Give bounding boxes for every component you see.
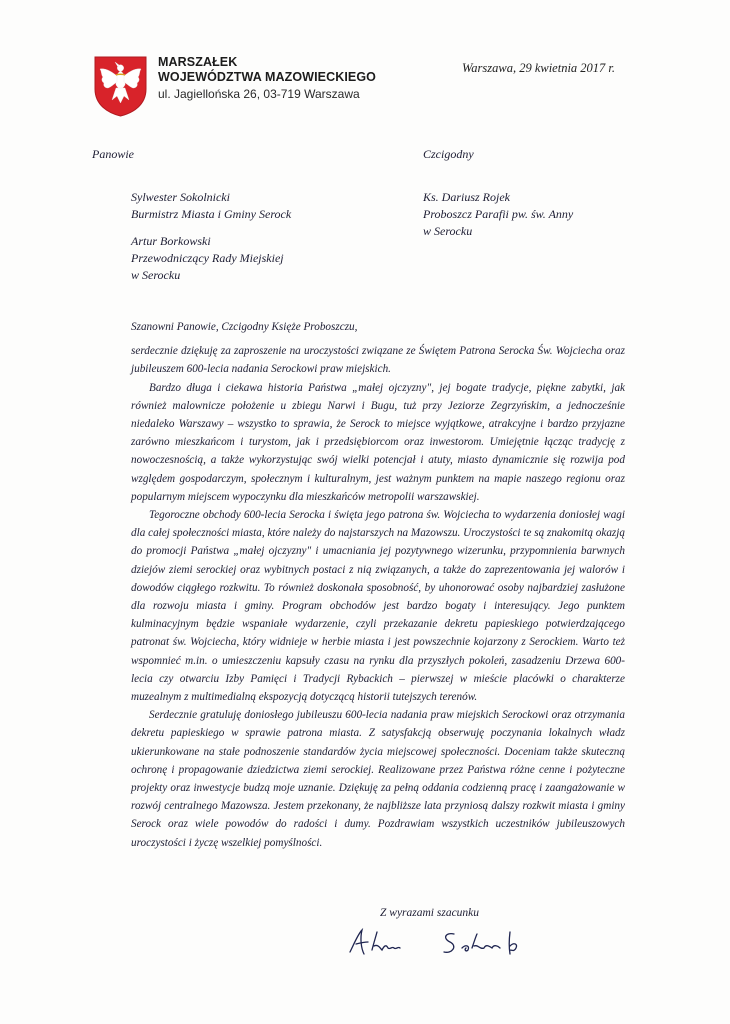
mazovia-coat-of-arms-icon (93, 55, 148, 117)
letterhead-address: ul. Jagiellońska 26, 03-719 Warszawa (158, 87, 360, 101)
recipient1-title: Burmistrz Miasta i Gminy Serock (131, 207, 292, 221)
body-paragraph-3: Tegoroczne obchody 600-lecia Serocka i święta jego patrona św. Wojciecha to wydarzenia doniosłej wagi dla całej społeczności miasta, które należy do najstarszych na Mazowszu. Uroczystości te są znakomitą okazją do promocji Państwa „małej ojczyzny" i umacniania jej pozytywnego wizerunku, przypomnienia barwnych dziejów ziemi serockiej oraz wybitnych postaci z nią związanych, a także do zaprezentowania jej walorów i dowodów ciągłego rozkwitu. To również doskonała sposobność, by uhonorować osoby najbardziej zasłużone dla rozwoju miasta i gminy. Program obchodów jest bardzo bogaty i interesujący. Jego punktem kulminacyjnym będzie wspaniałe wydarzenie, czyli przekazanie dekretu papieskiego potwierdzającego patronat św. Wojciecha, który widnieje w herbie miasta i jest powszechnie kojarzony z Serockiem. Warto też wspomnieć m.in. o umieszczeniu kapsuły czasu na rynku dla przyszłych pokoleń, zasadzeniu Drzewa 600-lecia czy otwarciu Izby Pamięci i Tradycji Rybackich – pierwszej w mieście placówki o charakterze muzealnym z multimedialną ekspozycją dotyczącą historii tutejszych terenów. (131, 509, 625, 704)
left-recipients (131, 189, 291, 284)
letterhead-title-line2: WOJEWÓDZTWA MAZOWIECKIEGO (158, 70, 376, 84)
letter-date: Warszawa, 29 kwietnia 2017 r. (462, 61, 616, 75)
recipient2-name: Artur Borkowski (131, 234, 211, 248)
recipient2-place: w Serocku (131, 268, 181, 282)
letterhead (158, 55, 376, 102)
handwritten-signature-icon (346, 924, 546, 960)
right-salutation: Czcigodny (423, 147, 474, 161)
letter-greeting: Szanowni Panowie, Czcigodny Księże Proboszczu, (131, 321, 358, 333)
body-paragraph-2: Bardzo długa i ciekawa historia Państwa „małej ojczyzny", jej bogate tradycje, piękne zabytki, jak również malownicze położenie u zbiegu Narwi i Bugu, tuż przy Jeziorze Zegrzyńskim, a jednocześnie niedaleko Warszawy – wszystko to sprawia, że Serock to miejsce wyjątkowe, atrakcyjne i bardzo przyjazne zarówno mieszkańcom i turystom, jak i przedsiębiorcom oraz inwestorom. Umiejętnie łącząc tradycję z nowoczesnością, a także wykorzystując swój wielki potencjał i atuty, miasto dynamicznie się rozwija pod względem gospodarczym, społecznym i kulturalnym, jest ważnym punktem na mapie naszego regionu oraz popularnym miejscem wypoczynku dla mieszkańców metropolii warszawskiej. (131, 381, 625, 503)
recipient2-title: Przewodniczący Rady Miejskiej (131, 251, 284, 265)
recipient3-title: Proboszcz Parafii pw. św. Anny (423, 207, 574, 221)
body-paragraph-1: serdecznie dziękuję za zaproszenie na uroczystości związane ze Świętem Patrona Serocka Św. Wojciecha oraz jubileuszem 600-lecia nadania Serockowi praw miejskich. (131, 345, 625, 376)
closing-phrase: Z wyrazami szacunku (380, 907, 480, 919)
recipient3-name: Ks. Dariusz Rojek (423, 190, 510, 204)
recipient1-name: Sylwester Sokolnicki (131, 190, 230, 204)
left-salutation: Panowie (92, 147, 134, 161)
letterhead-title-line1: MARSZAŁEK (158, 55, 238, 69)
letter-body (131, 318, 625, 852)
recipient3-place: w Serocku (423, 224, 473, 238)
body-paragraph-4: Serdecznie gratuluję doniosłego jubileuszu 600-lecia nadania praw miejskich Serockowi oraz otrzymania dekretu papieskiego w sprawie patrona miasta. Z satysfakcją obserwuję poczynania lokalnych władz ukierunkowane na stałe podnoszenie standardów życia miejscowej społeczności. Doceniam także skuteczną ochronę i propagowanie dziedzictwa ziemi serockiej. Realizowane przez Państwa różne cenne i pożyteczne projekty oraz inwestycje budzą moje uznanie. Dziękuję za pełną oddania codzienną pracę i zaangażowanie w rozwój centralnego Mazowsza. Jestem przekonany, że najbliższe lata przyniosą dalszy rozkwit miasta i gminy Serock oraz wiele powodów do radości i dumy. Pozdrawiam wszystkich uczestników jubileuszowych uroczystości i życzę wszelkiej pomyślności. (131, 709, 625, 849)
right-recipient (423, 189, 573, 240)
